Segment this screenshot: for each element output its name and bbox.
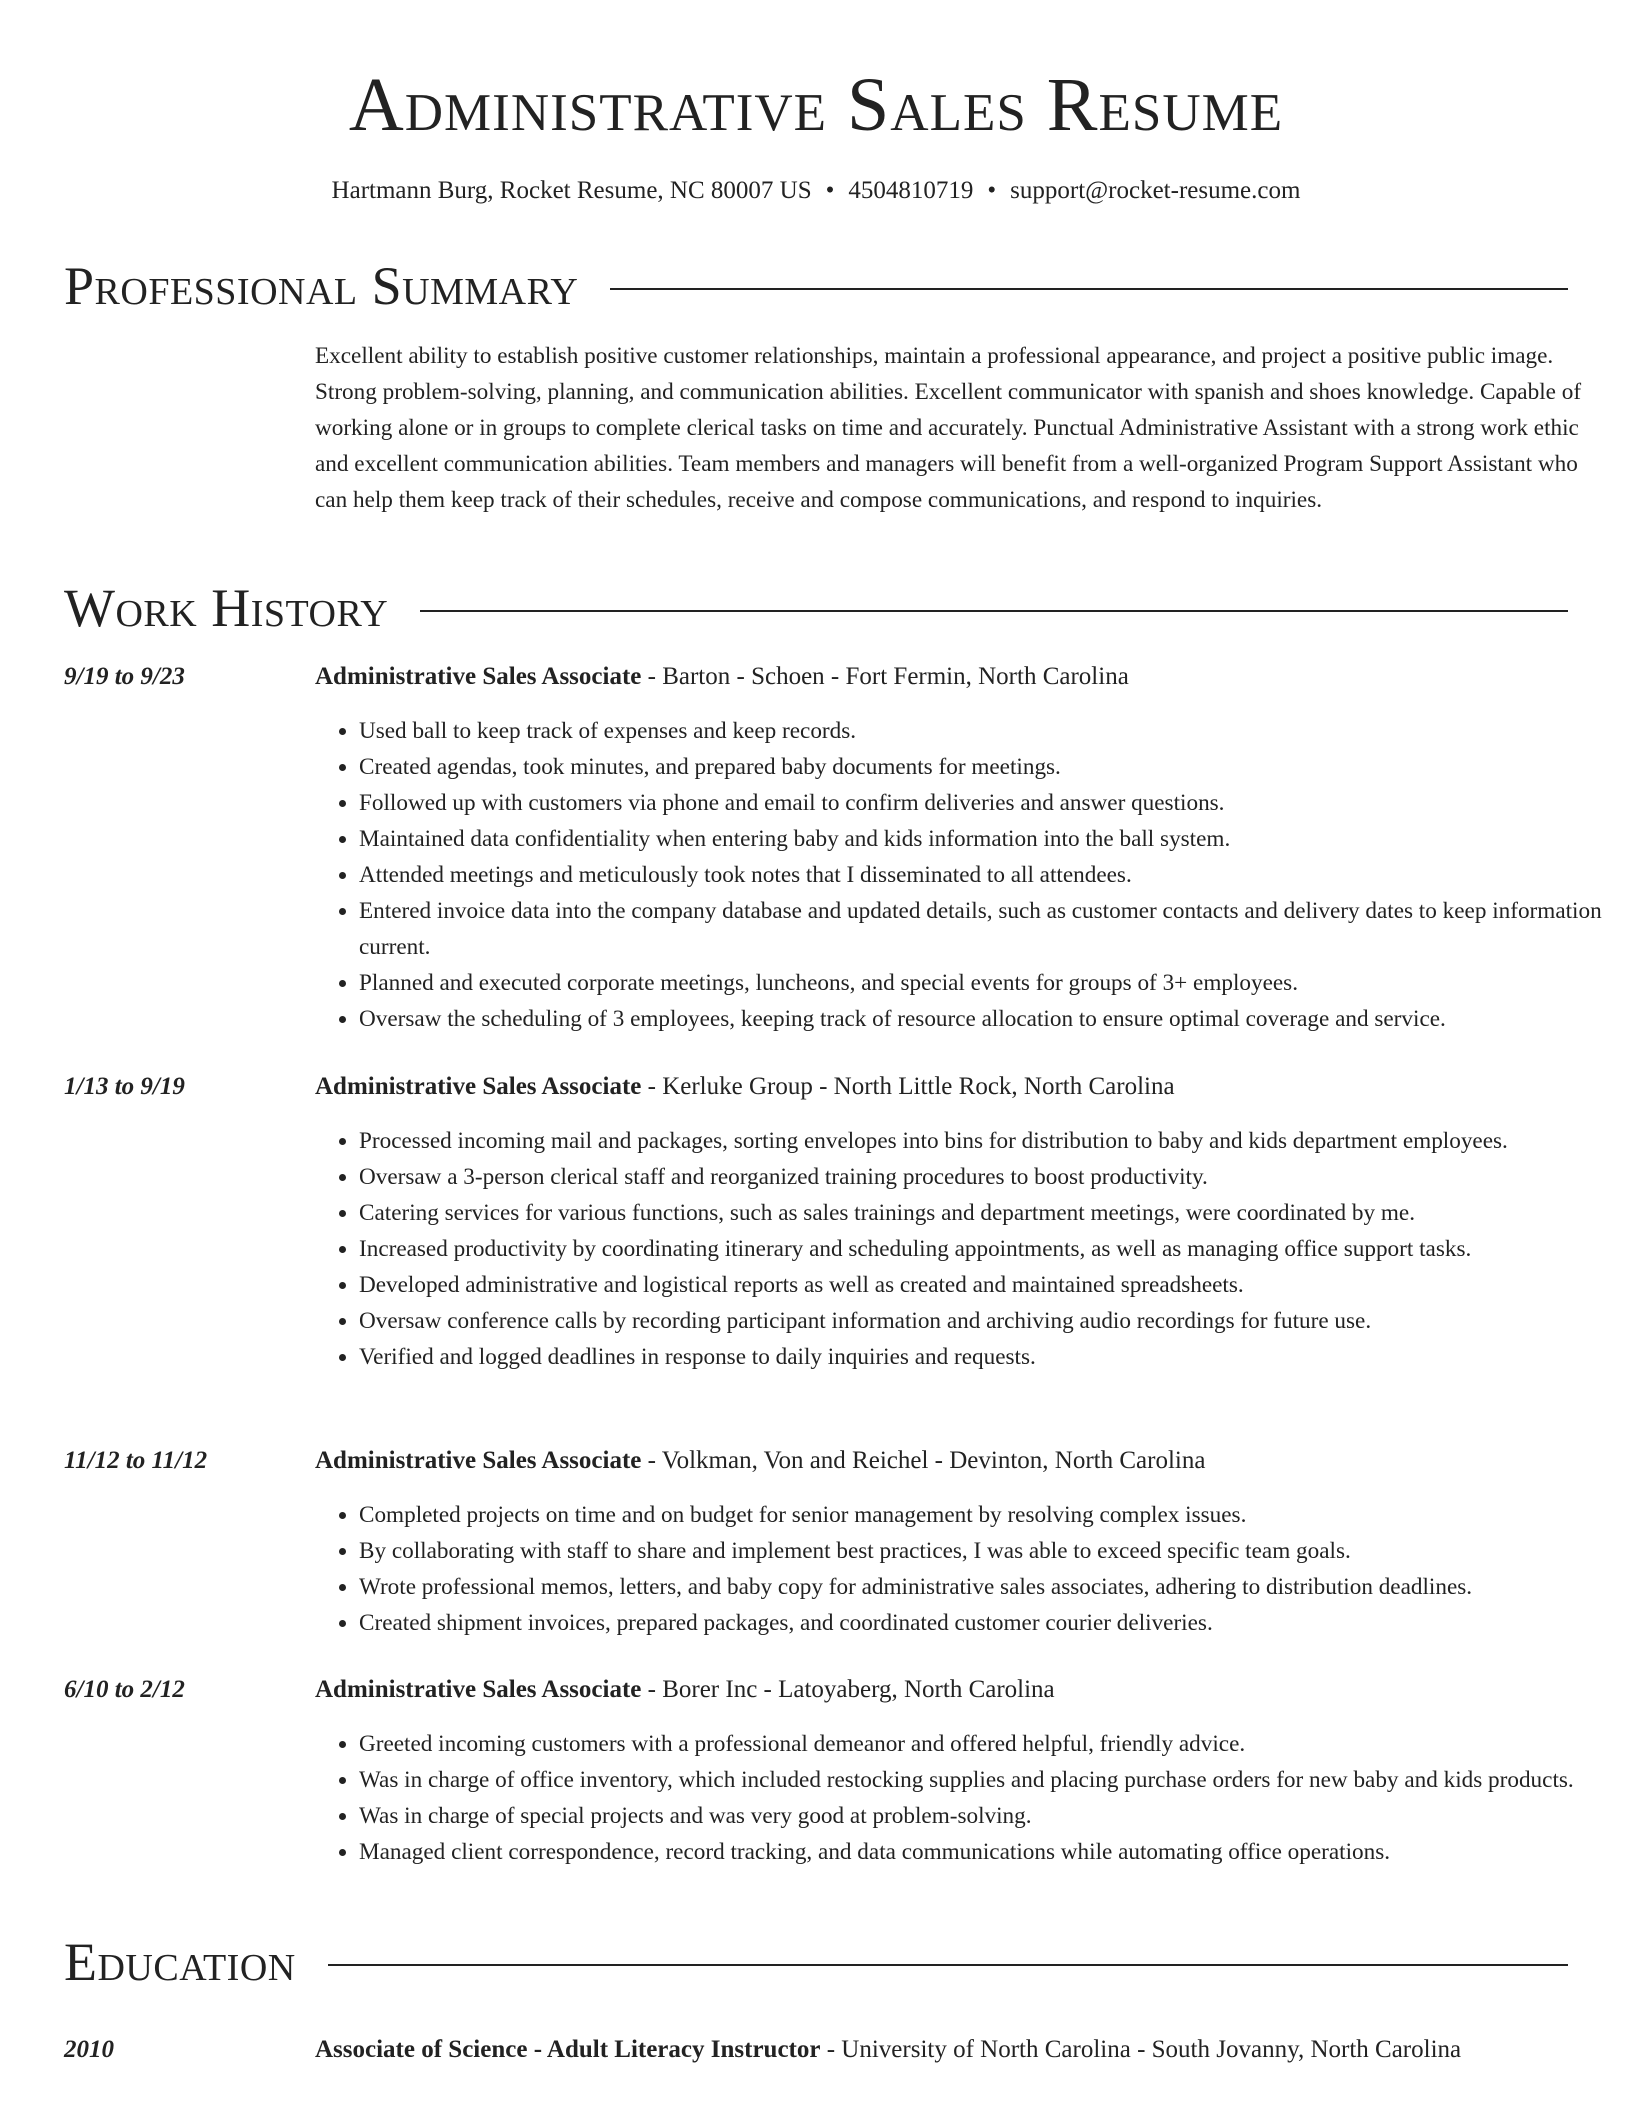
list-item: • Greeted incoming customers with a professional demeanor and offered helpful, friendly advice. (359, 1726, 1632, 1762)
list-item: • Followed up with customers via phone and email to confirm deliveries and answer questions. (359, 785, 1632, 821)
list-item: • Created agendas, took minutes, and prepared baby documents for meetings. (359, 749, 1632, 785)
summary-section-header (64, 256, 1568, 316)
list-item: • Processed incoming mail and packages, sorting envelopes into bins for distribution to baby and kids department employees. (359, 1123, 1632, 1159)
list-item: • Maintained data confidentiality when entering baby and kids information into the ball system. (359, 821, 1632, 857)
job-heading (315, 1069, 1175, 1105)
contact-separator: • (825, 177, 835, 204)
job-bullets (315, 1726, 1632, 1870)
work-section-header (64, 578, 1568, 638)
job-role: Administrative Sales Associate (315, 1676, 642, 1703)
job-heading (315, 1443, 1205, 1479)
education-heading: Education (64, 1932, 296, 1992)
list-item: • Verified and logged deadlines in response to daily inquiries and requests. (359, 1339, 1632, 1375)
list-item: • Was in charge of special projects and was very good at problem-solving. (359, 1798, 1632, 1834)
list-item: • Attended meetings and meticulously took notes that I disseminated to all attendees. (359, 857, 1632, 893)
resume-title: Administrative Sales Resume (348, 63, 1284, 147)
list-item: • Was in charge of office inventory, which included restocking supplies and placing purchase orders for new baby and kids products. (359, 1762, 1632, 1798)
contact-phone: 4504810719 (848, 177, 974, 204)
list-item: • Increased productivity by coordinating itinerary and scheduling appointments, as well as managing office support tasks. (359, 1231, 1632, 1267)
list-item: • Used ball to keep track of expenses and keep records. (359, 713, 1632, 749)
list-item: • Wrote professional memos, letters, and baby copy for administrative sales associates, adhering to distribution deadlines. (359, 1569, 1632, 1605)
list-item: • Catering services for various functions, such as sales trainings and department meetings, were coordinated by me. (359, 1195, 1632, 1231)
job-details: - Borer Inc - Latoyaberg, North Carolina (641, 1676, 1055, 1703)
job-dates: 11/12 to 11/12 (64, 1447, 208, 1474)
contact-line (64, 174, 1568, 208)
list-item: • By collaborating with staff to share and implement best practices, I was able to exceed specific team goals. (359, 1533, 1632, 1569)
section-divider (420, 610, 1568, 612)
contact-separator: • (987, 177, 997, 204)
list-item: • Oversaw a 3-person clerical staff and reorganized training procedures to boost productivity. (359, 1159, 1632, 1195)
contact-address: Hartmann Burg, Rocket Resume, NC 80007 US (331, 177, 812, 204)
section-divider (328, 1964, 1568, 1966)
job-role: Administrative Sales Associate (315, 1447, 642, 1474)
summary-text: Excellent ability to establish positive customer relationships, maintain a professional appearance, and project a positive public image. Strong problem-solving, planning, and communication abilities. Excellent communicator with spanish and shoes knowledge. Capable of working alone or in groups to complete clerical tasks on time and accurately. Punctual Administrative Assistant with a strong work ethic and excellent communication abilities. Team members and managers will benefit from a well-organized Program Support Assistant who can help them keep track of their schedules, receive and compose communications, and respond to inquiries. (315, 343, 1582, 513)
section-divider (610, 288, 1568, 290)
list-item: • Entered invoice data into the company database and updated details, such as customer contacts and delivery dates to keep information current. (359, 893, 1632, 965)
job-dates: 6/10 to 2/12 (64, 1676, 185, 1703)
list-item: • Developed administrative and logistical reports as well as created and maintained spreadsheets. (359, 1267, 1632, 1303)
list-item: • Oversaw the scheduling of 3 employees, keeping track of resource allocation to ensure optimal coverage and service. (359, 1001, 1632, 1037)
list-item: • Completed projects on time and on budget for senior management by resolving complex issues. (359, 1497, 1632, 1533)
job-dates: 9/19 to 9/23 (64, 663, 185, 690)
education-heading-line (315, 2032, 1461, 2068)
job-details: - Volkman, Von and Reichel - Devinton, North Carolina (641, 1447, 1206, 1474)
summary-heading: Professional Summary (64, 256, 579, 316)
job-dates: 1/13 to 9/19 (64, 1073, 185, 1100)
job-role: Administrative Sales Associate (315, 663, 642, 690)
job-bullets (315, 713, 1632, 1037)
job-details: - Kerluke Group - North Little Rock, North Carolina (641, 1073, 1175, 1100)
education-details: - University of North Carolina - South Jovanny, North Carolina (820, 2036, 1462, 2063)
list-item: • Managed client correspondence, record tracking, and data communications while automating office operations. (359, 1834, 1632, 1870)
job-details: - Barton - Schoen - Fort Fermin, North Carolina (641, 663, 1129, 690)
list-item: • Oversaw conference calls by recording participant information and archiving audio recordings for future use. (359, 1303, 1632, 1339)
job-bullets (315, 1497, 1632, 1641)
contact-email: support@rocket-resume.com (1010, 177, 1301, 204)
job-heading (315, 659, 1129, 695)
work-heading: Work History (64, 578, 389, 638)
job-bullets (315, 1123, 1632, 1375)
education-section-header (64, 1932, 1568, 1992)
job-role: Administrative Sales Associate (315, 1073, 642, 1100)
education-degree: Associate of Science - Adult Literacy Instructor (315, 2036, 821, 2063)
list-item: • Created shipment invoices, prepared packages, and coordinated customer courier deliveries. (359, 1605, 1632, 1641)
list-item: • Planned and executed corporate meetings, luncheons, and special events for groups of 3+ employees. (359, 965, 1632, 1001)
education-year: 2010 (64, 2036, 114, 2063)
job-heading (315, 1672, 1055, 1708)
